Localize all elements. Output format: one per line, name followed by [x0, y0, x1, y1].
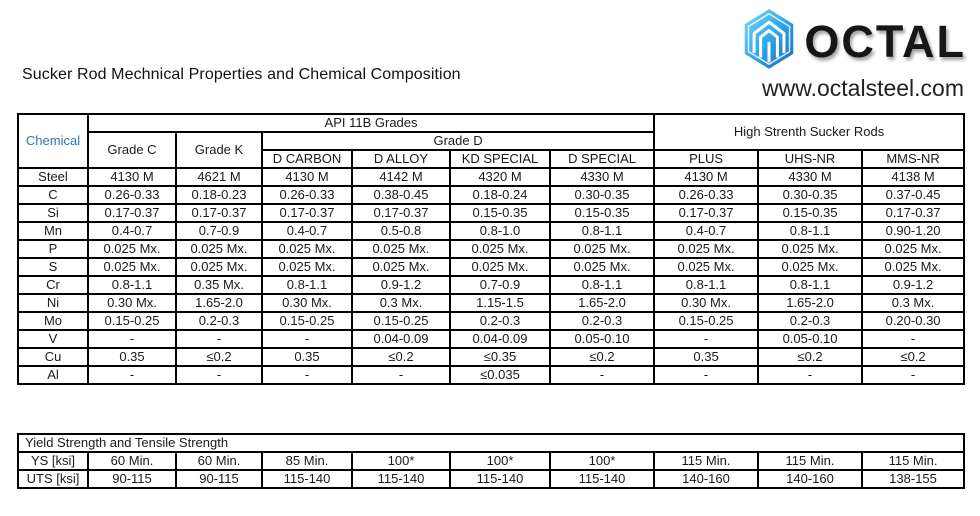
strength-table [17, 433, 965, 489]
table-cell: 0.025 Mx. [758, 258, 862, 276]
table-cell: ≤0.2 [550, 348, 654, 366]
table-cell: 4621 M [176, 168, 262, 186]
table-cell: 1.15-1.5 [450, 294, 550, 312]
table-cell: 0.26-0.33 [654, 186, 758, 204]
logo [741, 8, 966, 102]
strength-table-title-row [18, 434, 964, 452]
table-cell: 4330 M [758, 168, 862, 186]
table-cell: 0.025 Mx. [176, 240, 262, 258]
table-cell: 1.65-2.0 [758, 294, 862, 312]
table-cell: 0.4-0.7 [262, 222, 352, 240]
table-cell: 0.025 Mx. [450, 240, 550, 258]
table-cell: - [88, 366, 176, 384]
website-url: www.octalsteel.com [762, 75, 964, 101]
table-cell: ≤0.035 [450, 366, 550, 384]
table-cell: 0.30 Mx. [88, 294, 176, 312]
table-cell: 60 Min. [176, 452, 262, 470]
table-cell: 0.38-0.45 [352, 186, 450, 204]
table-cell: 0.025 Mx. [352, 240, 450, 258]
table-row [18, 168, 964, 186]
table-cell: - [758, 366, 862, 384]
table-cell: 100* [550, 452, 654, 470]
table-cell: 0.2-0.3 [176, 312, 262, 330]
table-row [18, 204, 964, 222]
corner-header-chemical: Chemical [18, 114, 88, 168]
table-cell: 0.15-0.35 [758, 204, 862, 222]
table-cell: 0.8-1.1 [550, 222, 654, 240]
table-cell: ≤0.2 [352, 348, 450, 366]
table-cell: 0.20-0.30 [862, 312, 964, 330]
octal-logo-icon [741, 8, 797, 75]
row-label: Si [18, 204, 88, 222]
table-cell: 140-160 [654, 470, 758, 488]
table-cell: - [550, 366, 654, 384]
col-header-uhs-nr: UHS-NR [758, 150, 862, 168]
table-cell: 0.17-0.37 [88, 204, 176, 222]
table-cell: 0.025 Mx. [550, 258, 654, 276]
table-cell: 0.30-0.35 [550, 186, 654, 204]
table-cell: 0.04-0.09 [352, 330, 450, 348]
table-cell: 1.65-2.0 [550, 294, 654, 312]
group-header-grade-d: Grade D [262, 132, 654, 150]
row-label: V [18, 330, 88, 348]
group-header-api-11b-grades: API 11B Grades [88, 114, 654, 132]
brand-name: OCTAL [804, 16, 966, 67]
table-cell: 0.17-0.37 [262, 204, 352, 222]
row-label: YS [ksi] [18, 452, 88, 470]
table-cell: 0.025 Mx. [862, 240, 964, 258]
table-cell: 0.025 Mx. [450, 258, 550, 276]
table-cell: 140-160 [758, 470, 862, 488]
table-cell: 0.04-0.09 [450, 330, 550, 348]
table-cell: ≤0.2 [176, 348, 262, 366]
table-cell: 0.2-0.3 [550, 312, 654, 330]
table-row [18, 186, 964, 204]
table-cell: 0.26-0.33 [88, 186, 176, 204]
table-row [18, 366, 964, 384]
table-cell: - [654, 366, 758, 384]
table-cell: 0.15-0.35 [550, 204, 654, 222]
col-header-mms-nr: MMS-NR [862, 150, 964, 168]
row-label: P [18, 240, 88, 258]
strength-table-title: Yield Strength and Tensile Strength [18, 434, 964, 452]
row-label: S [18, 258, 88, 276]
table-cell: 90-115 [176, 470, 262, 488]
table-cell: 4130 M [88, 168, 176, 186]
table-cell: 115-140 [262, 470, 352, 488]
table-cell: 0.025 Mx. [176, 258, 262, 276]
table-cell: 0.025 Mx. [262, 240, 352, 258]
table-cell: - [88, 330, 176, 348]
table-cell: 0.9-1.2 [862, 276, 964, 294]
row-label: Ni [18, 294, 88, 312]
table-cell: 0.35 [88, 348, 176, 366]
table-cell: ≤0.2 [862, 348, 964, 366]
logo-row [741, 8, 966, 75]
table-cell: 0.05-0.10 [758, 330, 862, 348]
table-cell: 115-140 [550, 470, 654, 488]
table-cell: 0.35 [654, 348, 758, 366]
table-cell: 4320 M [450, 168, 550, 186]
table-cell: 0.15-0.25 [88, 312, 176, 330]
table-row [18, 312, 964, 330]
table-cell: 0.8-1.1 [550, 276, 654, 294]
table-cell: - [176, 366, 262, 384]
table-cell: 0.37-0.45 [862, 186, 964, 204]
table-cell: 0.3 Mx. [352, 294, 450, 312]
page-title: Sucker Rod Mechnical Properties and Chemical Composition [22, 66, 461, 83]
table-cell: ≤0.35 [450, 348, 550, 366]
table-cell: 0.4-0.7 [654, 222, 758, 240]
table-cell: 0.8-1.0 [450, 222, 550, 240]
table-cell: 0.17-0.37 [654, 204, 758, 222]
table-cell: 0.025 Mx. [352, 258, 450, 276]
table-cell: 0.30 Mx. [654, 294, 758, 312]
table-cell: 4138 M [862, 168, 964, 186]
table-cell: 4130 M [654, 168, 758, 186]
table-cell: 115-140 [352, 470, 450, 488]
table-cell: 0.17-0.37 [862, 204, 964, 222]
table-cell: - [352, 366, 450, 384]
table-row [18, 276, 964, 294]
table-row [18, 258, 964, 276]
table-cell: 90-115 [88, 470, 176, 488]
table-cell: 60 Min. [88, 452, 176, 470]
table-cell: 0.4-0.7 [88, 222, 176, 240]
col-header-grade-k: Grade K [176, 132, 262, 168]
col-header-plus: PLUS [654, 150, 758, 168]
table-cell: 85 Min. [262, 452, 352, 470]
row-label: Cu [18, 348, 88, 366]
group-header-high-strength-sucker-rods: High Strenth Sucker Rods [654, 114, 964, 150]
table-cell: 0.025 Mx. [88, 258, 176, 276]
table-cell: 0.15-0.25 [262, 312, 352, 330]
table-cell: 0.05-0.10 [550, 330, 654, 348]
table-cell: 0.35 [262, 348, 352, 366]
table-cell: 0.26-0.33 [262, 186, 352, 204]
table-cell: 0.8-1.1 [262, 276, 352, 294]
table-row [18, 222, 964, 240]
table-cell: - [176, 330, 262, 348]
row-label: Mn [18, 222, 88, 240]
row-label: C [18, 186, 88, 204]
table-cell: 100* [352, 452, 450, 470]
row-label: Al [18, 366, 88, 384]
table-cell: 0.15-0.25 [654, 312, 758, 330]
table-cell: 4130 M [262, 168, 352, 186]
header-row-1 [18, 114, 964, 132]
table-cell: 0.7-0.9 [450, 276, 550, 294]
table-cell: 0.30-0.35 [758, 186, 862, 204]
table-row [18, 470, 964, 488]
col-header-kd-special: KD SPECIAL [450, 150, 550, 168]
table-cell: - [862, 330, 964, 348]
table-cell: 0.025 Mx. [654, 258, 758, 276]
table-cell: 0.8-1.1 [758, 222, 862, 240]
table-cell: 100* [450, 452, 550, 470]
col-header-d-alloy: D ALLOY [352, 150, 450, 168]
table-cell: 4142 M [352, 168, 450, 186]
row-label: Cr [18, 276, 88, 294]
table-row [18, 294, 964, 312]
table-cell: 0.3 Mx. [862, 294, 964, 312]
col-header-d-special: D SPECIAL [550, 150, 654, 168]
table-cell: - [862, 366, 964, 384]
table-row [18, 452, 964, 470]
row-label: Mo [18, 312, 88, 330]
table-cell: 0.8-1.1 [758, 276, 862, 294]
table-cell: - [262, 330, 352, 348]
table-cell: 115 Min. [758, 452, 862, 470]
table-cell: 0.15-0.35 [450, 204, 550, 222]
table-cell: 0.30 Mx. [262, 294, 352, 312]
table-row [18, 330, 964, 348]
table-cell: - [262, 366, 352, 384]
table-cell: 115 Min. [654, 452, 758, 470]
table-cell: 0.18-0.24 [450, 186, 550, 204]
table-cell: 0.35 Mx. [176, 276, 262, 294]
col-header-grade-c: Grade C [88, 132, 176, 168]
table-cell: 115-140 [450, 470, 550, 488]
table-cell: 0.8-1.1 [654, 276, 758, 294]
table-cell: 4330 M [550, 168, 654, 186]
table-cell: 0.90-1.20 [862, 222, 964, 240]
table-cell: 0.8-1.1 [88, 276, 176, 294]
chemical-composition-table [17, 113, 965, 385]
table-cell: 0.025 Mx. [88, 240, 176, 258]
table-cell: 0.17-0.37 [176, 204, 262, 222]
table-cell: 0.7-0.9 [176, 222, 262, 240]
table-cell: 1.65-2.0 [176, 294, 262, 312]
table-cell: 138-155 [862, 470, 964, 488]
table-cell: 0.025 Mx. [262, 258, 352, 276]
table-cell: 0.15-0.25 [352, 312, 450, 330]
table-cell: 0.025 Mx. [654, 240, 758, 258]
table-cell: - [654, 330, 758, 348]
table-cell: 0.025 Mx. [862, 258, 964, 276]
table-cell: 115 Min. [862, 452, 964, 470]
table-cell: 0.9-1.2 [352, 276, 450, 294]
col-header-d-carbon: D CARBON [262, 150, 352, 168]
table-cell: ≤0.2 [758, 348, 862, 366]
table-cell: 0.18-0.23 [176, 186, 262, 204]
row-label: UTS [ksi] [18, 470, 88, 488]
table-cell: 0.025 Mx. [758, 240, 862, 258]
table-row [18, 348, 964, 366]
table-row [18, 240, 964, 258]
table-cell: 0.2-0.3 [758, 312, 862, 330]
row-label: Steel [18, 168, 88, 186]
table-cell: 0.2-0.3 [450, 312, 550, 330]
table-cell: 0.17-0.37 [352, 204, 450, 222]
table-cell: 0.025 Mx. [550, 240, 654, 258]
table-cell: 0.5-0.8 [352, 222, 450, 240]
